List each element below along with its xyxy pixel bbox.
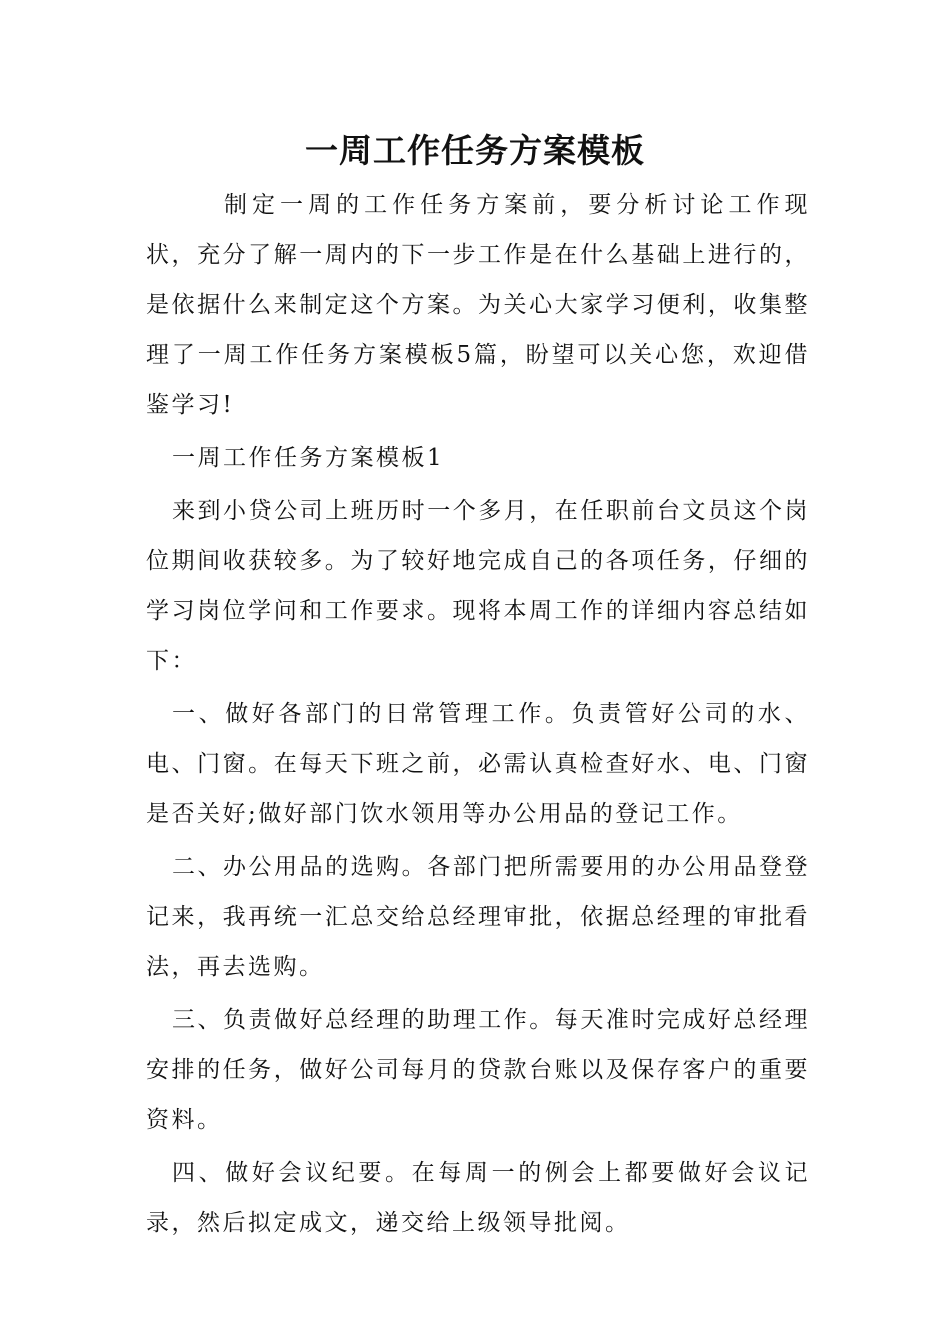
body-paragraph: 四、做好会议纪要。在每周一的例会上都要做好会议记录，然后拟定成文，递交给上级领导批阅。 [146, 1160, 810, 1236]
document-body [146, 180, 810, 1248]
body-paragraph: 二、办公用品的选购。各部门把所需要用的办公用品登登记来，我再统一汇总交给总经理审批，依据总经理的审批看法，再去选购。 [146, 854, 810, 980]
document-title: 一周工作任务方案模板 [305, 131, 645, 170]
body-paragraph: 三、负责做好总经理的助理工作。每天准时完成好总经理安排的任务，做好公司每月的贷款台账以及保存客户的重要资料。 [146, 1007, 810, 1133]
section-heading: 一周工作任务方案模板1 [172, 445, 445, 471]
body-paragraph: 一、做好各部门的日常管理工作。负责管好公司的水、电、门窗。在每天下班之前，必需认真检查好水、电、门窗是否关好;做好部门饮水领用等办公用品的登记工作。 [146, 701, 810, 827]
intro-paragraph: 制定一周的工作任务方案前，要分析讨论工作现状，充分了解一周内的下一步工作是在什么基础上进行的，是依据什么来制定这个方案。为关心大家学习便利，收集整理了一周工作任务方案模板5篇，盼望可以关心您，欢迎借鉴学习! [146, 192, 810, 418]
body-paragraph: 来到小贷公司上班历时一个多月，在任职前台文员这个岗位期间收获较多。为了较好地完成自己的各项任务，仔细的学习岗位学问和工作要求。现将本周工作的详细内容总结如下： [146, 498, 810, 674]
